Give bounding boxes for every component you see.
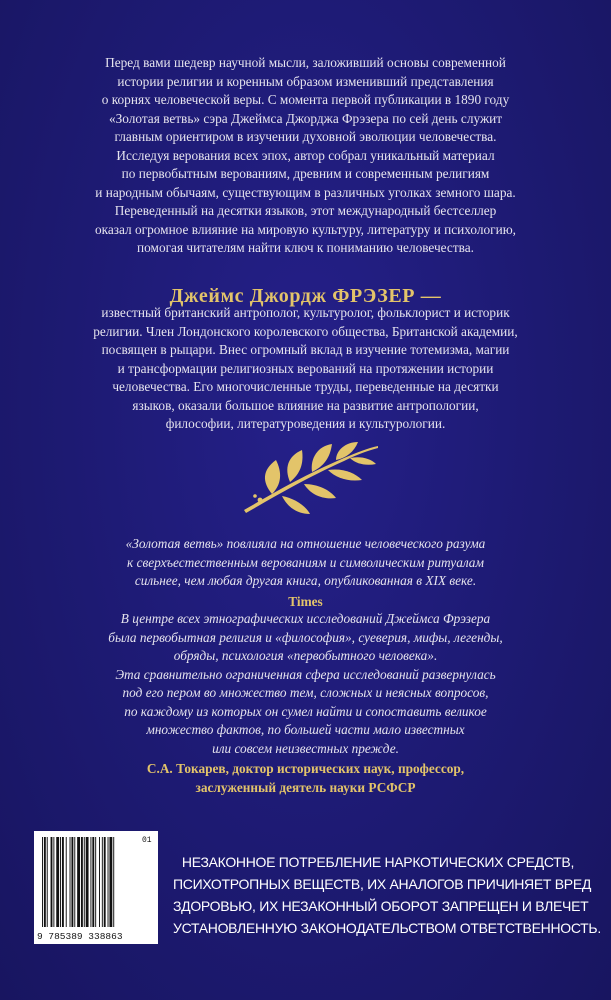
quote-line: «Золотая ветвь» повлияла на отношение человеческого разума <box>125 536 486 551</box>
barcode-bar <box>53 837 54 927</box>
barcode-bars <box>34 831 158 944</box>
barcode-bar <box>84 837 85 927</box>
quote-text <box>40 610 571 758</box>
blurb-line: по первобытным верованиям, древним и современным религиям <box>121 166 490 181</box>
quote-line: В центре всех этнографических исследований Джеймса Фрэзера <box>120 611 491 626</box>
barcode-bar <box>60 837 61 927</box>
quote-times <box>40 535 571 611</box>
blurb-line: помогая читателям найти ключ к пониманию человечества. <box>137 240 474 255</box>
barcode-bar <box>44 837 46 927</box>
warning-line: НЕЗАКОННОЕ ПОТРЕБЛЕНИЕ НАРКОТИЧЕСКИХ СРЕДСТВ, <box>181 854 575 870</box>
book-blurb <box>40 54 571 258</box>
quote-attribution <box>40 592 571 611</box>
attribution-line: С.А. Токарев, доктор исторических наук, профессор, <box>146 761 465 776</box>
barcode-bar <box>95 837 96 927</box>
author-bio <box>48 304 563 434</box>
barcode-bar <box>109 837 112 927</box>
barcode-bar <box>56 837 59 927</box>
quote-tokarev <box>40 610 571 797</box>
barcode-bar <box>90 837 91 927</box>
author-bio-line: посвящен в рыцари. Внес огромный вклад в изучение тотемизма, магии <box>101 342 510 357</box>
barcode-bar <box>81 837 83 927</box>
quote-line: сильнее, чем любая другая книга, опубликованная в XIX веке. <box>134 573 477 588</box>
barcode-bar <box>47 837 48 927</box>
barcode-bar <box>66 837 67 927</box>
quote-line: под его пером во множество тем, сложных и неясных вопросов, <box>122 685 489 700</box>
barcode-bar <box>102 837 103 927</box>
barcode-bar <box>113 837 114 927</box>
barcode-bar <box>104 837 106 927</box>
quote-attribution <box>40 759 571 797</box>
warning-line: УСТАНОВЛЕННУЮ ЗАКОНОДАТЕЛЬСТВОМ ОТВЕТСТВЕННОСТЬ. <box>173 920 601 936</box>
isbn-barcode <box>34 831 158 944</box>
barcode-bar <box>42 837 43 927</box>
barcode-digits: 9 785389 338863 <box>37 931 123 942</box>
barcode-bar <box>92 837 94 927</box>
author-bio-line: известный британский антрополог, культуролог, фольклорист и историк <box>101 305 510 320</box>
blurb-line: Исследуя верования всех эпох, автор собрал уникальный материал <box>116 147 495 163</box>
legal-warning <box>173 851 601 939</box>
quote-line: или совсем неизвестных прежде. <box>212 740 399 756</box>
blurb-line: и народным обычаям, существующим в различных уголках земного шара. <box>95 184 516 200</box>
barcode-bar <box>62 837 64 927</box>
warning-line: ПСИХОТРОПНЫХ ВЕЩЕСТВ, ИХ АНАЛОГОВ ПРИЧИНЯЕТ ВРЕД <box>173 876 592 892</box>
quote-line: Эта сравнительно ограниченная сфера исследований развернулась <box>115 666 496 682</box>
barcode-bar <box>74 837 75 927</box>
quote-line: обряды, психология «первобытного человека». <box>173 648 438 663</box>
barcode-bar <box>71 837 73 927</box>
barcode-bar <box>51 837 53 927</box>
quote-text <box>40 535 571 591</box>
author-bio-line: языков, оказали большое влияние на развитие антропологии, <box>132 397 479 413</box>
barcode-bar <box>108 837 109 927</box>
blurb-line: главным ориентиром в изучении духовной эволюции человечества. <box>114 129 497 144</box>
blurb-line: истории религии и коренным образом изменивший представления <box>117 73 494 89</box>
barcode-bar <box>99 837 100 927</box>
barcode-bar <box>86 837 89 927</box>
warning-line: ЗДОРОВЬЮ, ИХ НЕЗАКОННЫЙ ОБОРОТ ЗАПРЕЩЕН И ВЛЕЧЕТ <box>173 898 589 914</box>
barcode-bar <box>77 837 80 927</box>
attribution-line: Times <box>288 593 323 609</box>
quote-line: по каждому из которых он сумел найти и сопоставить великое <box>124 703 487 719</box>
quote-line: была первобытная религия и «философия», суеверия, мифы, легенды, <box>108 629 503 645</box>
attribution-line: заслуженный деятель науки РСФСР <box>195 780 416 795</box>
golden-branch-icon <box>232 436 382 516</box>
blurb-line: оказал огромное влияние на мировую культуру, литературу и психологию, <box>94 221 517 237</box>
author-bio-line: религии. Член Лондонского королевского общества, Британской академии, <box>93 323 518 339</box>
blurb-line: Перед вами шедевр научной мысли, заложивший основы современной <box>105 55 506 70</box>
barcode-bar <box>70 837 71 927</box>
author-bio-line: философии, литературоведения и культурологии. <box>165 416 446 431</box>
author-name: Джеймс Джордж ФРЭЗЕР — <box>169 285 442 307</box>
blurb-line: о корнях человеческой веры. С момента первой публикации в 1890 году <box>101 92 510 107</box>
author-bio-line: и трансформации религиозных верований на протяжении истории <box>117 360 494 376</box>
barcode-addon: 01 <box>142 836 152 845</box>
author-bio-line: человечества. Его многочисленные труды, переведенные на десятки <box>112 379 499 394</box>
quote-line: к сверхъестественным верованиям и символическим ритуалам <box>127 554 484 570</box>
blurb-line: Переведенный на десятки языков, этот международный бестселлер <box>114 203 497 218</box>
blurb-line: «Золотая ветвь» сэра Джеймса Джорджа Фрэзера по сей день служит <box>108 110 503 126</box>
quote-line: множество фактов, по большей части мало известных <box>146 722 465 737</box>
